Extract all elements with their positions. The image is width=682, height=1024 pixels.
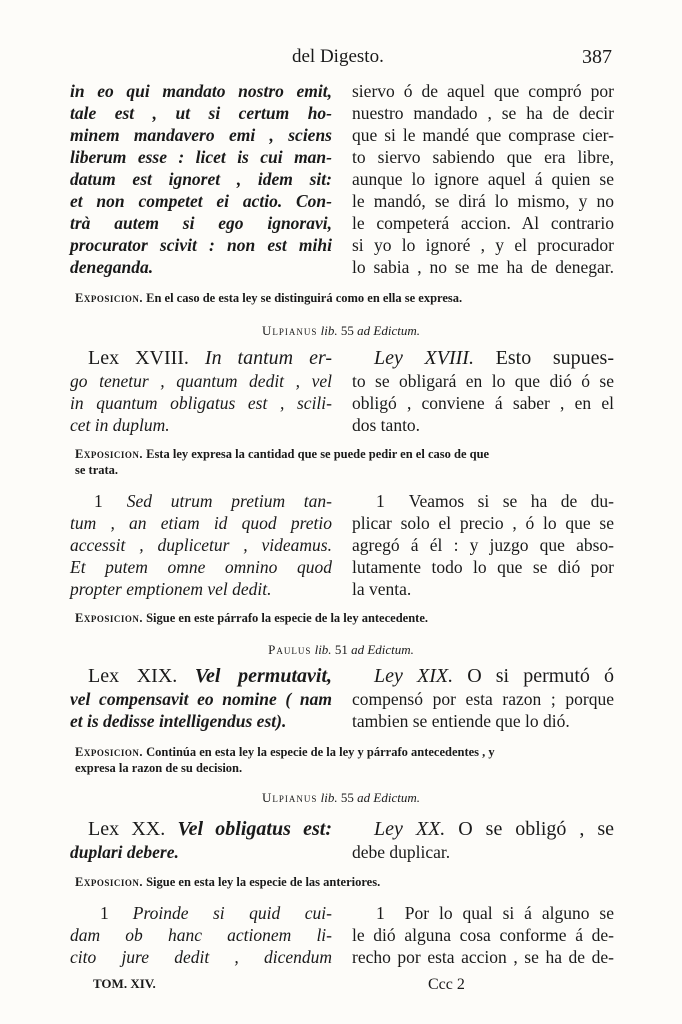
exposicion-note [75, 610, 615, 626]
latin-column-lex19 [70, 664, 332, 732]
latin-line: minem mandavero emi , sciens [70, 125, 332, 145]
reference-author: Ulpianus [262, 790, 318, 805]
source-reference [0, 790, 682, 806]
latin-line: accessit , duplicetur , videamus. [70, 535, 332, 555]
lex-heading: Lex XIX. [88, 665, 178, 687]
latin-column-block1 [70, 80, 332, 278]
spanish-line [352, 817, 614, 841]
latin-line: cito jure dedit , dicendum [70, 947, 332, 967]
spanish-line: debe duplicar. [352, 842, 451, 862]
latin-line [70, 664, 332, 688]
latin-line: in eo qui mandato nostro emit, [70, 81, 332, 101]
spanish-text: O se obligó , se [458, 818, 614, 840]
reference-lib: lib. [314, 642, 332, 657]
source-reference [0, 323, 682, 339]
latin-column-par20-1 [70, 902, 332, 968]
spanish-line: que si le mandé que comprase cier- [352, 125, 614, 145]
latin-line: go tenetur , quantum dedit , vel [70, 371, 332, 391]
latin-text: Vel permutavit, [194, 665, 333, 687]
latin-line: propter emptionem vel dedit. [70, 579, 272, 599]
tome-label: TOM. XIV. [93, 976, 156, 991]
reference-work: ad Edictum. [357, 790, 420, 805]
spanish-line: compensó por esta razon ; porque [352, 689, 614, 709]
latin-line [70, 346, 332, 370]
spanish-line: aunque lo ignore aquel á quien se [352, 169, 614, 189]
exposicion-label: Exposicion. [75, 745, 143, 759]
spanish-line: dos tanto. [352, 415, 421, 435]
exposicion-text: Continúa en esta ley la especie de la ley y párrafo antecedentes , y [146, 745, 495, 759]
signature-mark: Ccc 2 [428, 976, 465, 993]
latin-line [70, 817, 332, 841]
spanish-line: to se obligará en lo que dió ó se [352, 371, 614, 391]
spanish-line: nuestro mandado , se ha de decir [352, 103, 614, 123]
paragraph-number: 1 [100, 903, 109, 923]
latin-line: deneganda. [70, 257, 154, 277]
latin-line: Et putem omne omnino quod [70, 557, 332, 577]
spanish-line: le mandó, se dirá lo mismo, y no [352, 191, 614, 211]
spanish-line [352, 664, 614, 688]
exposicion-label: Exposicion. [75, 447, 143, 461]
latin-column-par18-1 [70, 490, 332, 600]
exposicion-text: se trata. [75, 463, 119, 477]
spanish-column-par20-1 [352, 902, 614, 968]
reference-author: Ulpianus [262, 323, 318, 338]
spanish-column-lex19 [352, 664, 614, 732]
spanish-line: siervo ó de aquel que compró por [352, 81, 614, 101]
spanish-line: recho por esta accion , se ha de de- [352, 947, 614, 967]
spanish-text: Veamos si se ha de du- [408, 491, 614, 511]
latin-column-lex18 [70, 346, 332, 436]
reference-book-number: 55 [340, 323, 354, 338]
page-number: 387 [582, 46, 612, 68]
paragraph-number: 1 [376, 903, 385, 923]
spanish-line: tambien se entiende que lo dió. [352, 711, 570, 731]
spanish-line [352, 490, 614, 512]
spanish-line: agregó á él : y juzgo que abso- [352, 535, 614, 555]
exposicion-note [75, 290, 615, 306]
exposicion-note [75, 446, 615, 478]
latin-line: in quantum obligatus est , scili- [70, 393, 332, 413]
exposicion-text: expresa la razon de su decision. [75, 761, 243, 775]
latin-text: Vel obligatus est: [177, 818, 332, 840]
running-header [0, 46, 682, 76]
latin-column-lex20 [70, 817, 332, 863]
spanish-column-block1 [352, 80, 614, 278]
latin-line: tum , an etiam id quod pretio [70, 513, 332, 533]
spanish-line [352, 346, 614, 370]
exposicion-note [75, 744, 615, 776]
latin-line: datum est ignoret , idem sit: [70, 169, 332, 189]
latin-line: vel compensavit eo nomine ( nam [70, 689, 332, 709]
exposicion-label: Exposicion. [75, 611, 143, 625]
spanish-line: plicar solo el precio , ó lo que se [352, 513, 614, 533]
spanish-line: lo sabia , no se me ha de denegar. [352, 257, 614, 277]
ley-heading: Ley XIX. [374, 665, 454, 687]
reference-work: ad Edictum. [357, 323, 420, 338]
lex-heading: Lex XVIII. [88, 347, 189, 369]
spanish-line: lutamente todo lo que se dió por [352, 557, 614, 577]
latin-line: trà autem si ego ignoravi, [70, 213, 332, 233]
latin-text: Proinde si quid cui- [132, 903, 332, 923]
spanish-text: Esto supues- [495, 347, 614, 369]
spanish-text: O si permutó ó [467, 665, 614, 687]
latin-line: duplari debere. [70, 842, 179, 862]
spanish-column-lex18 [352, 346, 614, 436]
spanish-line: to siervo sabiendo que era libre, [352, 147, 614, 167]
latin-line: et is dedisse intelligendus est). [70, 711, 287, 731]
exposicion-text: En el caso de esta ley se distinguirá como en ella se expresa. [146, 291, 463, 305]
paragraph-number: 1 [94, 491, 103, 511]
latin-line [70, 902, 332, 924]
spanish-line: obligó , conviene á saber , en el [352, 393, 614, 413]
latin-text: In tantum er- [204, 347, 333, 369]
spanish-line: le competerá accion. Al contrario [352, 213, 614, 233]
source-reference [0, 642, 682, 658]
latin-line: procurator scivit : non est mihi [70, 235, 332, 255]
exposicion-label: Exposicion. [75, 875, 143, 889]
exposicion-text: Sigue en esta ley la especie de las anteriores. [146, 875, 381, 889]
spanish-line: si yo lo ignoré , y el procurador [352, 235, 614, 255]
reference-book-number: 55 [340, 790, 354, 805]
latin-line: tale est , ut si certum ho- [70, 103, 332, 123]
spanish-column-lex20 [352, 817, 614, 863]
reference-work: ad Edictum. [351, 642, 414, 657]
spanish-line [352, 902, 614, 924]
reference-lib: lib. [320, 790, 338, 805]
spanish-text: Por lo qual si á alguno se [404, 903, 614, 923]
latin-line: liberum esse : licet is cui man- [70, 147, 332, 167]
latin-line: cet in duplum. [70, 415, 170, 435]
spanish-line: la venta. [352, 579, 412, 599]
exposicion-text: Sigue en este párrafo la especie de la ley antecedente. [146, 611, 428, 625]
exposicion-label: Exposicion. [75, 291, 143, 305]
latin-line: dam ob hanc actionem li- [70, 925, 332, 945]
spanish-line: le dió alguna cosa conforme á de- [352, 925, 614, 945]
exposicion-note [75, 874, 615, 890]
paragraph-number: 1 [376, 491, 385, 511]
latin-line: et non competet ei actio. Con- [70, 191, 332, 211]
spanish-column-par18-1 [352, 490, 614, 600]
reference-author: Paulus [268, 642, 312, 657]
reference-lib: lib. [320, 323, 338, 338]
lex-heading: Lex XX. [88, 818, 166, 840]
running-title: del Digesto. [292, 46, 384, 67]
latin-text: Sed utrum pretium tan- [126, 491, 332, 511]
reference-book-number: 51 [334, 642, 348, 657]
ley-heading: Ley XX. [374, 818, 446, 840]
ley-heading: Ley XVIII. [374, 347, 474, 369]
exposicion-text: Esta ley expresa la cantidad que se puede pedir en el caso de que [146, 447, 490, 461]
latin-line [70, 490, 332, 512]
